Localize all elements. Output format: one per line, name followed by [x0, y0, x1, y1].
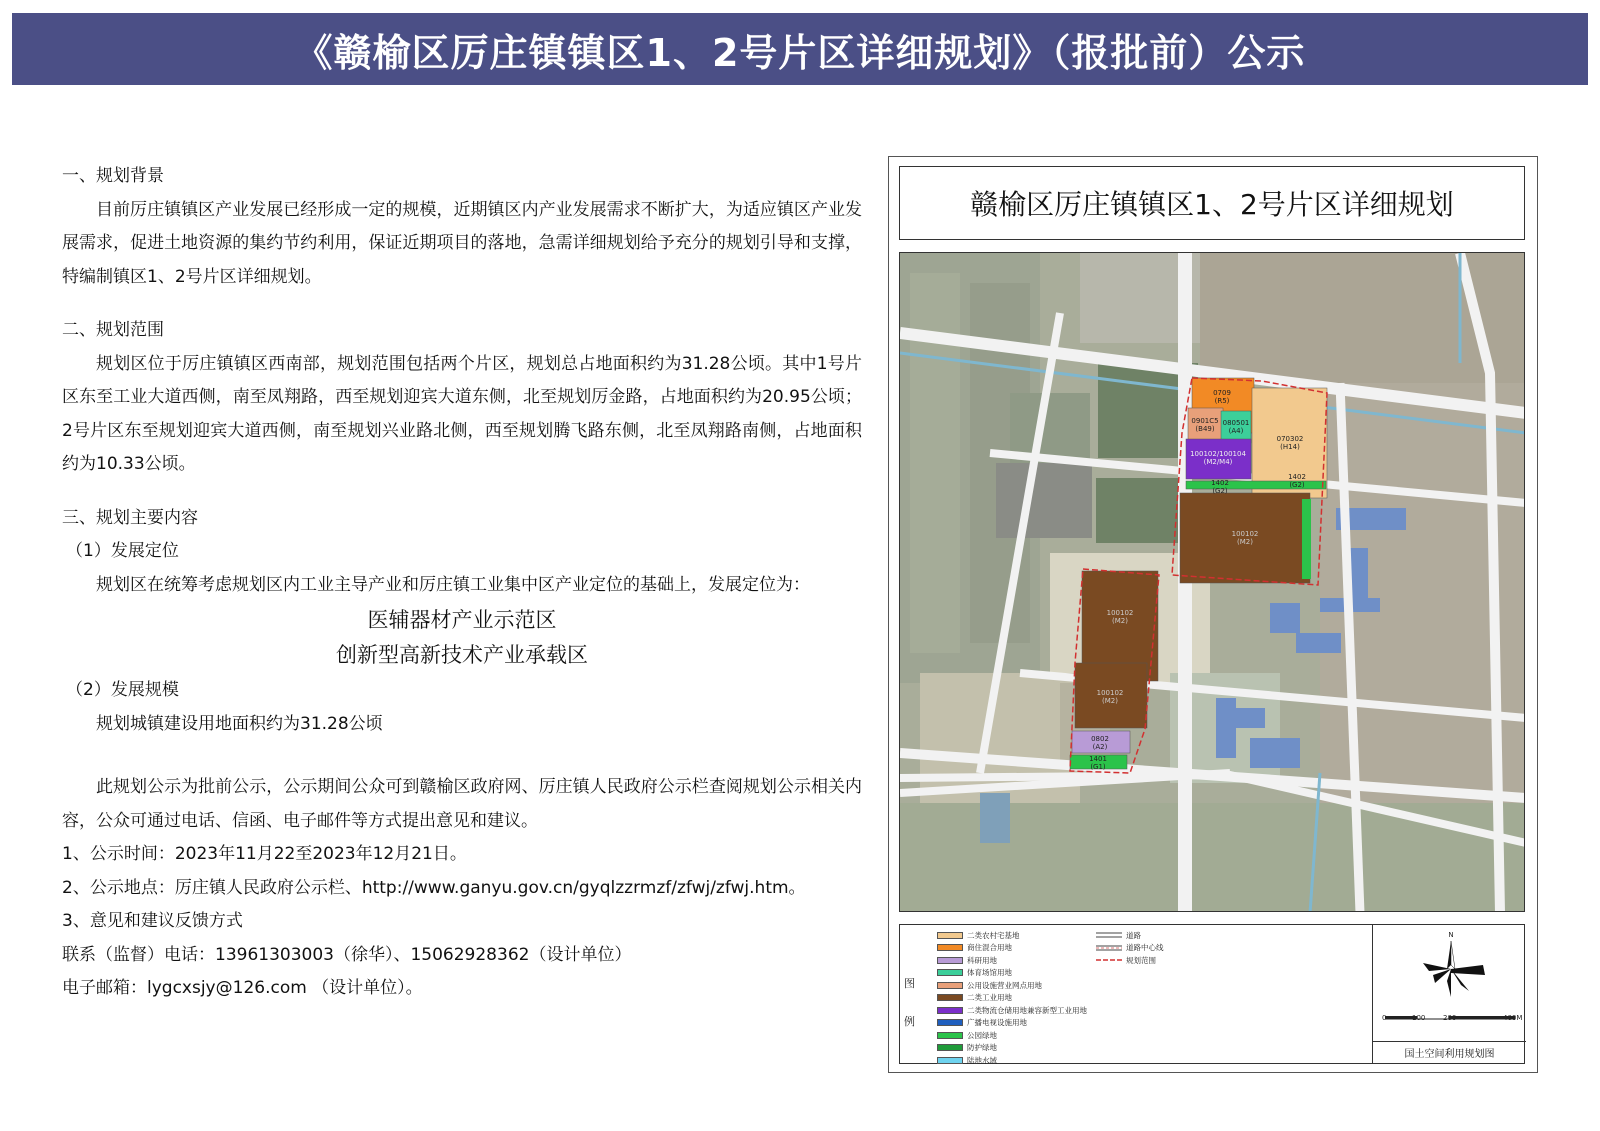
map-title: 赣榆区厉庄镇镇区1、2号片区详细规划 — [970, 188, 1454, 221]
scale-tick-400: 400M — [1503, 1014, 1523, 1022]
legend-side-label — [904, 965, 916, 1041]
legend-item — [937, 967, 1087, 979]
land-use-map — [899, 252, 1525, 912]
legend-swatch — [937, 932, 963, 939]
parcel-1001-code: (M2/M4) — [1203, 458, 1233, 466]
parcel-1001-label: 100102/100104 — [1190, 450, 1246, 458]
subsection-heading-positioning: （1）发展定位 — [66, 541, 179, 561]
legend-swatch — [937, 1019, 963, 1026]
legend-label: 道路中心线 — [1126, 943, 1164, 952]
legend-label: 二类工业用地 — [967, 993, 1012, 1002]
section-heading-background: 一、规划背景 — [62, 166, 164, 186]
parcel-1004-label: 100102 — [1106, 609, 1134, 617]
contact-email: 电子邮箱：lygcxsjy@126.com （设计单位）。 — [62, 978, 423, 998]
legend-item — [937, 1004, 1087, 1016]
section-heading-content: 三、规划主要内容 — [62, 507, 198, 528]
legend-item — [937, 1017, 1087, 1029]
map-title-box — [899, 166, 1525, 240]
parcel-0805-code: (A4) — [1228, 427, 1244, 435]
legend-label: 防护绿地 — [967, 1043, 997, 1052]
parcel-1401-label: 1401 — [1089, 755, 1107, 763]
parcel-1402a-label: 1402 — [1211, 479, 1229, 487]
legend-item — [937, 1042, 1087, 1054]
legend-swatch — [937, 1032, 963, 1039]
legend-label: 公用设施营业网点用地 — [967, 980, 1042, 990]
announcement-text — [62, 160, 862, 1006]
page-banner — [12, 13, 1588, 85]
legend-swatch — [937, 994, 963, 1001]
legend-item — [937, 954, 1087, 966]
parcel-0901-code: (B49) — [1195, 425, 1215, 433]
parcel-1003-label: 100102 — [1231, 530, 1259, 538]
legend-item-planning-boundary — [1096, 954, 1164, 966]
section-body-scope: 规划区位于厉庄镇镇区西南部，规划范围包括两个片区，规划总占地面积约为31.28公顷。其中1号片区东至工业大道西侧，南至凤翔路，西至规划迎宾大道东侧，北至规划厉金路，占地面积约为20.95公顷；2号片区东至规划迎宾大道西侧，南至规划兴业路北侧，西至规划腾飞路东侧，北至凤翔路南侧，占地面积约为10.33公顷。 — [62, 353, 862, 474]
parcel-1003-code: (M2) — [1237, 538, 1253, 546]
parcel-1402a-code: (G2) — [1212, 487, 1228, 495]
parcel-0901-label: 0901C5 — [1191, 417, 1219, 425]
contact-phone: 联系（监督）电话：13961303003（徐华）、15062928362（设计单位） — [62, 944, 632, 965]
planning-map-panel — [888, 156, 1538, 1073]
legend-swatch — [937, 957, 963, 964]
legend-item — [937, 1029, 1087, 1041]
parcel-1005-code: (M2) — [1102, 697, 1118, 705]
legend-item — [937, 979, 1087, 991]
legend-item — [937, 929, 1087, 941]
subsection-body-positioning: 规划区在统筹考虑规划区内工业主导产业和厉庄镇工业集中区产业定位的基础上，发展定位为： — [96, 574, 810, 595]
road-swatch-icon — [1096, 931, 1122, 939]
page-title: 《赣榆区厉庄镇镇区1、2号片区详细规划》（报批前）公示 — [294, 30, 1306, 75]
parcel-0703-label: 070302 — [1276, 435, 1304, 443]
legend-north-scale — [1372, 925, 1525, 1063]
notice-time: 1、公示时间：2023年11月22至2023年12月21日。 — [62, 844, 467, 864]
section-heading-scope: 二、规划范围 — [62, 320, 164, 340]
parcel-1004-code: (M2) — [1112, 617, 1128, 625]
legend-label: 道路 — [1126, 930, 1141, 940]
parcel-0802-label: 0802 — [1091, 735, 1109, 743]
notice-body: 此规划公示为批前公示，公示期间公众可到赣榆区政府网、厉庄镇人民政府公示栏查阅规划公示相关内容，公众可通过电话、信函、电子邮件等方式提出意见和建议。 — [62, 777, 862, 831]
parcel-1005-label: 100102 — [1096, 689, 1124, 697]
legend-swatch — [937, 1044, 963, 1051]
legend-label: 二类农村宅基地 — [967, 930, 1020, 940]
land-use-map-svg — [900, 253, 1525, 912]
legend-swatch — [937, 1007, 963, 1014]
north-arrow-icon — [1373, 925, 1526, 1040]
notice-place: 2、公示地点：厉庄镇人民政府公示栏、http://www.ganyu.gov.cn/gyqlzzrmzf/zfwj/zfwj.htm。 — [62, 877, 806, 898]
legend-item-road-centerline — [1096, 942, 1164, 954]
legend-side-char-1: 图 — [904, 977, 915, 990]
positioning-line-2: 创新型高新技术产业承载区 — [336, 643, 588, 667]
legend-label: 科研用地 — [967, 955, 997, 965]
boundary-swatch-icon — [1096, 956, 1122, 964]
legend-swatch — [937, 1057, 963, 1064]
map-caption — [1373, 1041, 1526, 1063]
legend-label: 公园绿地 — [967, 1030, 997, 1040]
parcel-1402b-label: 1402 — [1288, 473, 1306, 481]
legend-item-road — [1096, 929, 1164, 941]
parcel-0709-label: 0709 — [1213, 389, 1231, 397]
legend-side-char-2: 例 — [904, 1015, 915, 1028]
legend-line-list — [1096, 929, 1164, 967]
centerline-swatch-icon — [1096, 944, 1122, 952]
positioning-line-1: 医辅器材产业示范区 — [367, 608, 557, 632]
legend-swatch — [937, 982, 963, 989]
parcel-0805-label: 080501 — [1222, 419, 1250, 427]
parcel-0703-code: (H14) — [1280, 443, 1300, 451]
legend-item — [937, 992, 1087, 1004]
scale-tick-0: 0 — [1382, 1014, 1387, 1022]
subsection-heading-scale: （2）发展规模 — [66, 680, 179, 700]
legend-label: 广播电视设施用地 — [967, 1018, 1027, 1027]
parcel-1402b-code: (G2) — [1289, 481, 1305, 489]
parcel-0709-code: (R5) — [1214, 397, 1230, 405]
legend-label: 商住混合用地 — [967, 943, 1012, 952]
scale-tick-100: 100 — [1412, 1014, 1426, 1022]
legend-item — [937, 942, 1087, 954]
legend-swatch — [937, 969, 963, 976]
legend-label: 陆地水域 — [967, 1055, 997, 1065]
map-legend — [899, 924, 1525, 1064]
legend-label: 体育场馆用地 — [967, 968, 1012, 977]
legend-landuse-list — [937, 929, 1087, 1067]
map-caption-text: 国土空间利用规划图 — [1404, 1049, 1495, 1060]
notice-feedback: 3、意见和建议反馈方式 — [62, 911, 243, 931]
legend-item — [937, 1054, 1087, 1066]
north-label: N — [1448, 931, 1454, 939]
parcel-0802-code: (A2) — [1092, 743, 1108, 751]
legend-swatch — [937, 944, 963, 951]
subsection-body-scale: 规划城镇建设用地面积约为31.28公顷 — [96, 713, 383, 734]
section-body-background: 目前厉庄镇镇区产业发展已经形成一定的规模，近期镇区内产业发展需求不断扩大，为适应镇区产业发展需求，促进土地资源的集约节约利用，保证近期项目的落地，急需详细规划给予充分的规划引导和支撑，特编制镇区1、2号片区详细规划。 — [62, 199, 862, 287]
scale-tick-200: 200 — [1443, 1014, 1457, 1022]
legend-label: 二类物流仓储用地兼容新型工业用地 — [967, 1005, 1087, 1015]
parcel-1401-code: (G1) — [1090, 763, 1106, 771]
legend-label: 规划范围 — [1126, 955, 1156, 965]
